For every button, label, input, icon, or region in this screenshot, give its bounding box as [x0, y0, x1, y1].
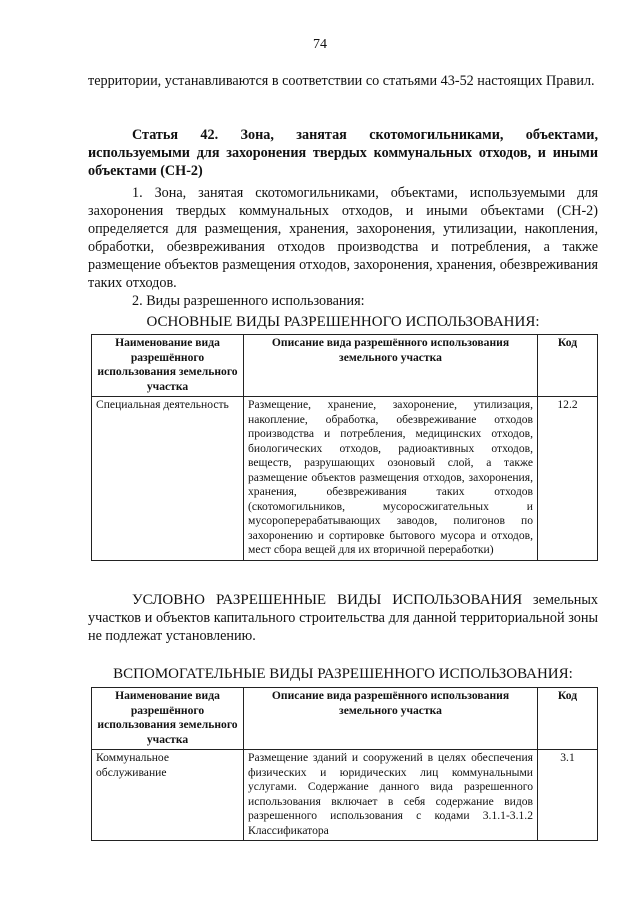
use-name: Коммунальное обслуживание [92, 750, 244, 841]
use-description: Размещение зданий и сооружений в целях обеспечения физических и юридических лиц коммунальными услугами. Содержание данного вида разрешенного использования включает в себя содержание видов разрешенного использования с кодами 3.1.1-3.1.2 Классификатора [244, 750, 538, 841]
table-header-row [92, 688, 598, 750]
conditional-uses-paragraph [88, 591, 598, 645]
intro-paragraph: территории, устанавливаются в соответствии со статьями 43-52 настоящих Правил. [88, 73, 595, 89]
table-header-row [92, 335, 598, 397]
header-description: Описание вида разрешённого использования земельного участка [244, 688, 538, 750]
conditional-uses-text: земельных участков и объектов капитального строительства для данной территориальной зоны не подлежат установлению. [88, 592, 598, 644]
conditional-uses-title: УСЛОВНО РАЗРЕШЕННЫЕ ВИДЫ ИСПОЛЬЗОВАНИЯ [132, 592, 523, 608]
auxiliary-uses-table [91, 687, 598, 841]
header-name: Наименование вида разрешённого использования земельного участка [92, 335, 244, 397]
table-row [92, 750, 598, 841]
header-code: Код [538, 688, 598, 750]
paragraph-zone-description: 1. Зона, занятая скотомогильниками, объектами, используемыми для захоронения твердых коммунальных отходов, и иными объектами (СН-2) определяется для размещения, хранения, захоронения, утилизации, накопления, обработки, обезвреживания отходов производства и потребления, а также размещение объектов размещения отходов, захоронения, хранения, обезвреживания таких отходов. [88, 185, 598, 291]
header-description: Описание вида разрешённого использования земельного участка [244, 335, 538, 397]
main-uses-title: ОСНОВНЫЕ ВИДЫ РАЗРЕШЕННОГО ИСПОЛЬЗОВАНИЯ: [146, 314, 540, 330]
article-heading: Статья 42. Зона, занятая скотомогильниками, объектами, используемыми для захоронения твердых коммунальных отходов, и иными объектами (СН-2) [88, 127, 598, 179]
header-name: Наименование вида разрешённого использования земельного участка [92, 688, 244, 750]
use-code: 3.1 [538, 750, 598, 841]
auxiliary-uses-title: ВСПОМОГАТЕЛЬНЫЕ ВИДЫ РАЗРЕШЕННОГО ИСПОЛЬЗОВАНИЯ: [113, 666, 573, 682]
table-row [92, 397, 598, 561]
header-code: Код [538, 335, 598, 397]
page-number: 74 [313, 37, 327, 52]
use-name: Специальная деятельность [92, 397, 244, 561]
paragraph-permitted-uses: 2. Виды разрешенного использования: [132, 293, 365, 309]
use-code: 12.2 [538, 397, 598, 561]
main-uses-table [91, 334, 598, 561]
use-description: Размещение, хранение, захоронение, утилизация, накопление, обработка, обезвреживание отходов производства и потребления, медицинских отходов, биологических отходов, радиоактивных отходов, веществ, разрушающих озоновый слой, а также размещение объектов размещения отходов, захоронения, хранения, обезвреживания таких отходов (скотомогильников, мусоросжигательных и мусороперерабатывающих заводов, полигонов по захоронению и сортировке бытового мусора и отходов, мест сбора вещей для их вторичной переработки) [244, 397, 538, 561]
